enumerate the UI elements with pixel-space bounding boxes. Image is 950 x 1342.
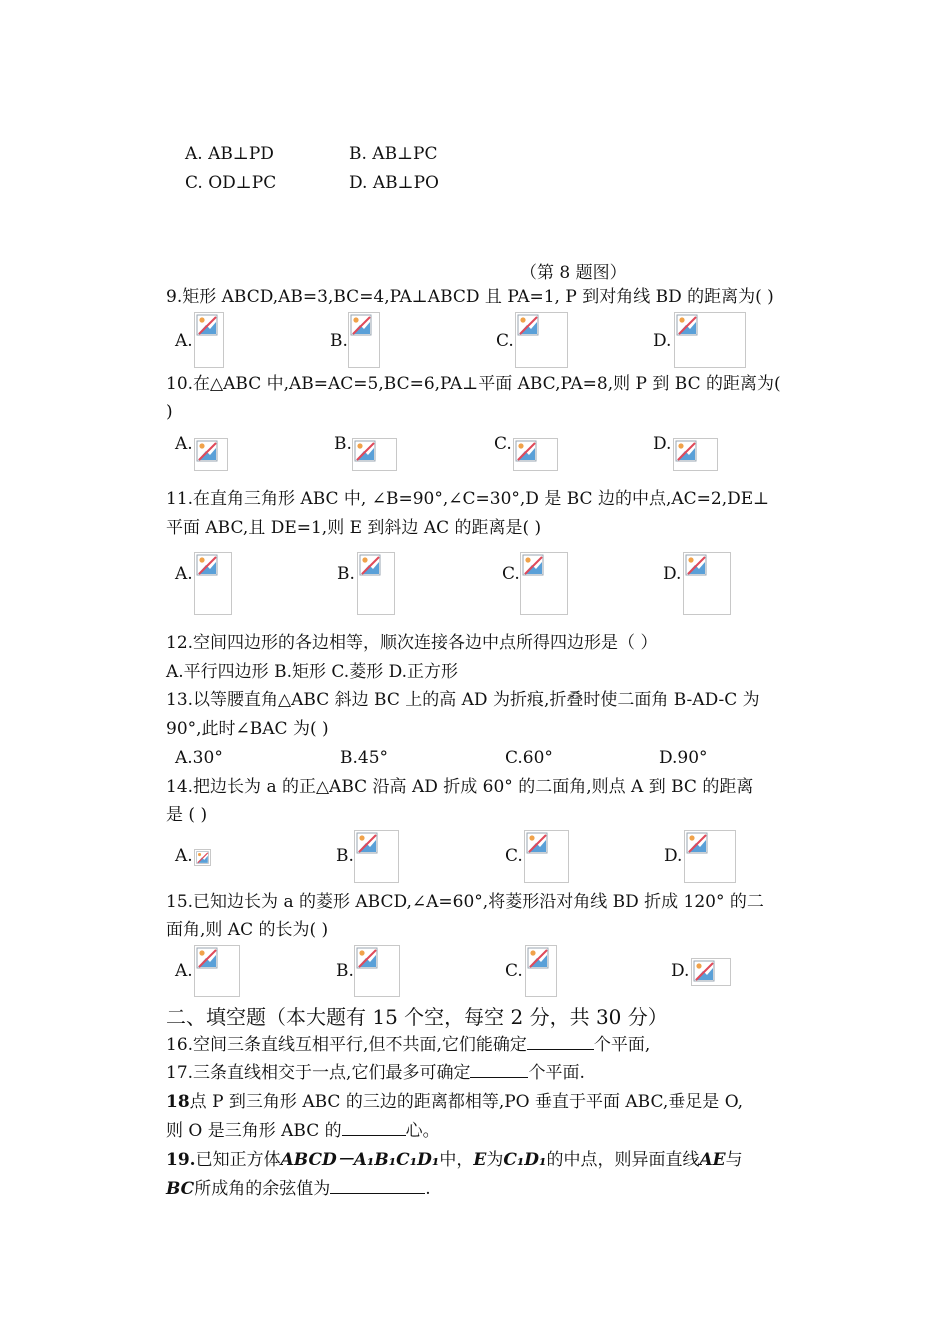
q16-text-after: 个平面, — [593, 1035, 651, 1055]
q17-stem — [166, 1059, 585, 1088]
q11-label-d: D. — [663, 564, 682, 584]
broken-image-icon — [684, 830, 736, 883]
broken-image-icon — [352, 438, 397, 471]
q9-label-d: D. — [653, 331, 672, 351]
broken-image-icon — [691, 958, 731, 986]
q17-text-after: 个平面. — [528, 1063, 585, 1083]
q18-number: 18 — [166, 1092, 190, 1112]
q19-text: . — [425, 1179, 431, 1199]
q19-math-c1d1: C₁D₁ — [503, 1150, 547, 1170]
broken-image-icon — [194, 312, 224, 368]
q13-option-a: A.30° — [175, 748, 223, 768]
q10-label-a: A. — [175, 434, 193, 454]
q13-option-d: D.90° — [659, 748, 708, 768]
q14-label-b: B. — [336, 846, 354, 866]
broken-image-icon — [674, 312, 746, 368]
q11-label-c: C. — [502, 564, 520, 584]
q18-text-line1: 点 P 到三角形 ABC 的三边的距离都相等,PO 垂直于平面 ABC,垂足是 O, — [189, 1092, 744, 1112]
q19-stem-line1 — [166, 1146, 743, 1175]
q14-label-c: C. — [505, 846, 523, 866]
q19-text: 所成角的余弦值为 — [194, 1179, 331, 1199]
q13-option-b: B.45° — [340, 748, 389, 768]
q18-text-before: 则 O 是三角形 ABC 的 — [166, 1121, 342, 1141]
q10-stem-line1: 10.在△ABC 中,AB=AC=5,BC=6,PA⊥平面 ABC,PA=8,则 P 到 BC 的距离为( — [166, 374, 781, 394]
q16-stem — [166, 1031, 650, 1060]
q19-number: 19. — [166, 1150, 196, 1170]
broken-image-icon — [354, 830, 399, 883]
q14-label-d: D. — [664, 846, 683, 866]
q11-stem-line2: 平面 ABC,且 DE=1,则 E 到斜边 AC 的距离是( ) — [166, 518, 542, 538]
q8-option-b: B. AB⊥PC — [349, 144, 438, 164]
q12-stem: 12.空间四边形的各边相等，顺次连接各边中点所得四边形是（ ） — [166, 633, 658, 653]
q13-option-c: C.60° — [505, 748, 553, 768]
section-heading: 二、填空题（本大题有 15 个空，每空 2 分，共 30 分） — [166, 1005, 668, 1029]
broken-image-icon — [513, 438, 558, 471]
q11-label-a: A. — [175, 564, 193, 584]
q10-label-b: B. — [334, 434, 352, 454]
broken-image-icon — [520, 552, 568, 615]
q9-label-c: C. — [496, 331, 514, 351]
q19-text: 的中点，则异面直线 — [546, 1150, 700, 1170]
broken-image-icon — [194, 945, 240, 997]
broken-image-icon — [515, 312, 568, 368]
q15-label-d: D. — [671, 961, 690, 981]
broken-image-icon — [524, 830, 569, 883]
q18-text-after: 心。 — [405, 1121, 440, 1141]
q11-stem-line1: 11.在直角三角形 ABC 中, ∠B=90°,∠C=30°,D 是 BC 边的中点,AC=2,DE⊥ — [166, 489, 770, 509]
q19-math-ae: AE — [699, 1150, 726, 1170]
q19-math-cube: ABCD－A₁B₁C₁D₁ — [280, 1150, 440, 1170]
q16-answer-blank[interactable] — [527, 1031, 594, 1050]
q12-options: A.平行四边形 B.矩形 C.菱形 D.正方形 — [166, 662, 459, 682]
q19-text: 已知正方体 — [195, 1150, 281, 1170]
q14-stem-line1: 14.把边长为 a 的正△ABC 沿高 AD 折成 60° 的二面角,则点 A 到 BC 的距离 — [166, 777, 754, 797]
broken-image-icon — [194, 552, 232, 615]
q13-stem-line2: 90°,此时∠BAC 为( ) — [166, 719, 329, 739]
q8-figure-caption: （第 8 题图） — [520, 263, 627, 283]
q19-stem-line2 — [166, 1175, 431, 1204]
q18-stem-line1 — [166, 1088, 743, 1117]
q11-label-b: B. — [337, 564, 355, 584]
q9-label-b: B. — [330, 331, 348, 351]
q9-stem: 9.矩形 ABCD,AB=3,BC=4,PA⊥ABCD 且 PA=1, P 到对角线 BD 的距离为( ) — [166, 287, 774, 307]
q15-label-b: B. — [336, 961, 354, 981]
q15-label-c: C. — [505, 961, 523, 981]
q15-label-a: A. — [175, 961, 193, 981]
broken-image-icon — [348, 312, 380, 368]
q19-text: 中， — [439, 1150, 474, 1170]
q14-label-a: A. — [175, 846, 193, 866]
q18-stem-line2 — [166, 1117, 440, 1146]
q19-text: 为 — [486, 1150, 504, 1170]
q8-option-a: A. AB⊥PD — [185, 144, 274, 164]
q15-stem-line1: 15.已知边长为 a 的菱形 ABCD,∠A=60°,将菱形沿对角线 BD 折成 120° 的二 — [166, 892, 764, 912]
q17-text-before: 17.三条直线相交于一点,它们最多可确定 — [166, 1063, 471, 1083]
q8-option-d: D. AB⊥PO — [349, 173, 439, 193]
q10-label-d: D. — [653, 434, 672, 454]
q15-stem-line2: 面角,则 AC 的长为( ) — [166, 920, 329, 940]
broken-image-icon — [194, 438, 228, 471]
broken-image-icon — [194, 849, 211, 866]
broken-image-icon — [357, 552, 395, 615]
q17-answer-blank[interactable] — [470, 1059, 528, 1078]
q16-text-before: 16.空间三条直线互相平行,但不共面,它们能确定 — [166, 1035, 527, 1055]
q8-option-c: C. OD⊥PC — [185, 173, 277, 193]
q9-label-a: A. — [175, 331, 193, 351]
broken-image-icon — [525, 945, 557, 997]
q19-math-e: E — [473, 1150, 487, 1170]
q18-answer-blank[interactable] — [342, 1117, 406, 1136]
q19-answer-blank[interactable] — [330, 1175, 425, 1194]
q14-stem-line2: 是 ( ) — [166, 805, 208, 825]
q10-stem-line2: ) — [166, 402, 173, 422]
q13-stem-line1: 13.以等腰直角△ABC 斜边 BC 上的高 AD 为折痕,折叠时使二面角 B-AD-C 为 — [166, 690, 760, 710]
broken-image-icon — [683, 552, 731, 615]
q10-label-c: C. — [494, 434, 512, 454]
q19-text: 与 — [725, 1150, 743, 1170]
q19-math-bc: BC — [166, 1179, 195, 1199]
broken-image-icon — [354, 945, 400, 997]
broken-image-icon — [673, 438, 718, 471]
